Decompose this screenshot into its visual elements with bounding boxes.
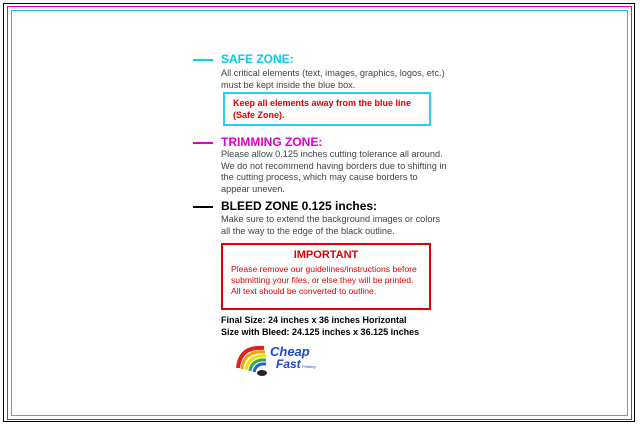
- bleed-zone-description: [221, 214, 440, 237]
- safe-zone-line: All critical elements (text, images, graphics, logos, etc.): [221, 68, 445, 78]
- important-line: All text should be converted to outline.: [231, 286, 377, 296]
- logo-word-cheap: Cheap: [270, 344, 310, 359]
- trimming-zone-line: We do not recommend having borders due to shifting in: [221, 160, 447, 171]
- trimming-zone-line: the cutting process, which may cause borders to: [221, 172, 418, 183]
- bleed-size-text: Size with Bleed: 24.125 inches x 36.125 inches: [221, 326, 420, 337]
- important-body: [231, 264, 421, 297]
- safe-zone-note-line: (Safe Zone).: [233, 110, 285, 120]
- logo-word-fast: Fast: [276, 357, 301, 371]
- rainbow-swirl-icon: [238, 348, 267, 376]
- trimming-zone-line: Please allow 0.125 inches cutting tolerance all around.: [221, 149, 443, 159]
- bleed-zone-title: BLEED ZONE 0.125 inches:: [221, 199, 378, 213]
- trimming-zone-line: appear uneven.: [221, 183, 285, 194]
- safe-zone-marker: [193, 59, 213, 61]
- safe-zone-description: [221, 68, 445, 91]
- safe-zone-note-line: Keep all elements away from the blue line: [233, 98, 412, 108]
- bleed-zone-marker: [193, 206, 213, 208]
- size-info: [221, 315, 419, 338]
- safe-zone-title: SAFE ZONE:: [221, 52, 294, 66]
- trimming-zone-description: [221, 149, 447, 195]
- bleed-zone-line: all the way to the edge of the black outline.: [221, 225, 395, 236]
- safe-zone-note-box: [223, 92, 431, 126]
- logo-word-printing: Printing: [302, 364, 316, 369]
- bleed-zone-line: Make sure to extend the background images or colors: [221, 214, 441, 224]
- trimming-zone-marker: [193, 142, 213, 144]
- important-line: submitting your files, or else they will be printed.: [231, 275, 414, 285]
- important-title: IMPORTANT: [293, 249, 359, 261]
- safe-zone-line: must be kept inside the blue box.: [221, 79, 356, 90]
- cheap-fast-printing-logo: [232, 338, 332, 380]
- important-notice-box: [221, 243, 431, 310]
- final-size-text: Final Size: 24 inches x 36 inches Horizontal: [221, 315, 407, 325]
- important-line: Please remove our guidelines/instructions before: [231, 264, 417, 274]
- trimming-zone-title: TRIMMING ZONE:: [221, 135, 323, 149]
